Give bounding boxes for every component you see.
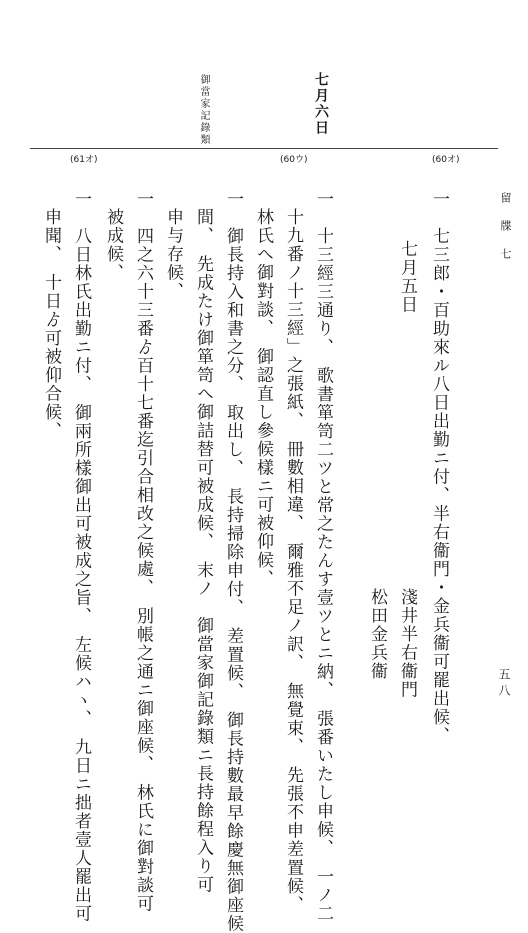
text-column-12: 被成候、 bbox=[103, 208, 123, 282]
signature-matsuda: 松田金兵衞 bbox=[367, 588, 387, 681]
text-column-1: 一 七三郎・百助來ル八日出勤ニ付、半右衞門・金兵衞可罷出候、 bbox=[429, 190, 449, 745]
text-column-11: 一 四之六十三番ゟ百十七番迄引合相改之候處、 別帳之通ニ御座候、 林氏に御對談可 bbox=[133, 190, 153, 913]
text-column-10: 申与存候、 bbox=[163, 208, 183, 301]
date-heading: 七月六日 bbox=[313, 72, 329, 136]
signature-asai: 淺井半右衞門 bbox=[397, 588, 417, 699]
text-column-7: 林氏へ御對談、 御認直し參候樣ニ可被仰候、 bbox=[253, 208, 273, 588]
header-rule bbox=[30, 148, 498, 149]
page-ref-60o: (60オ) bbox=[432, 155, 460, 165]
text-column-14: 申聞、 十日ゟ可被仰合候、 bbox=[41, 208, 61, 440]
page-ref-61o: (61オ) bbox=[70, 155, 98, 165]
text-column-5: 一 十三經三通り、 歌書箪笥二ツと常之たんす壹ツとニ納、 張番いたし申候、 一ノ二 bbox=[313, 190, 333, 923]
book-title: 御當家記錄類 bbox=[198, 74, 209, 146]
page-ref-60u: (60ウ) bbox=[280, 155, 308, 165]
page-number: 五八 bbox=[497, 668, 511, 700]
chapter-label: 留 牒 七 bbox=[499, 192, 512, 262]
text-column-8: 一 御長持入和書之分、 取出し、 長持掃除申付、 差置候、 御長持數最早餘慶無御座候 bbox=[223, 190, 243, 933]
text-column-13: 一 八日林氏出勤ニ付、 御兩所樣御出可被成之旨、 左候ハヽ、 九日ニ拙者壹人罷出可 bbox=[71, 190, 91, 923]
text-column-6: 十九番ノ十三經」之張紙、 冊數相違、 爾雅不足ノ訳、 無覺束、 先張不申差置候、 bbox=[283, 208, 303, 914]
date-line: 七月五日 bbox=[397, 240, 417, 314]
text-column-9: 間、 先成たけ御箪笥へ御詰替可被成候、 末ノ 御當家御記錄類ニ長持餘程入り可 bbox=[193, 208, 213, 894]
